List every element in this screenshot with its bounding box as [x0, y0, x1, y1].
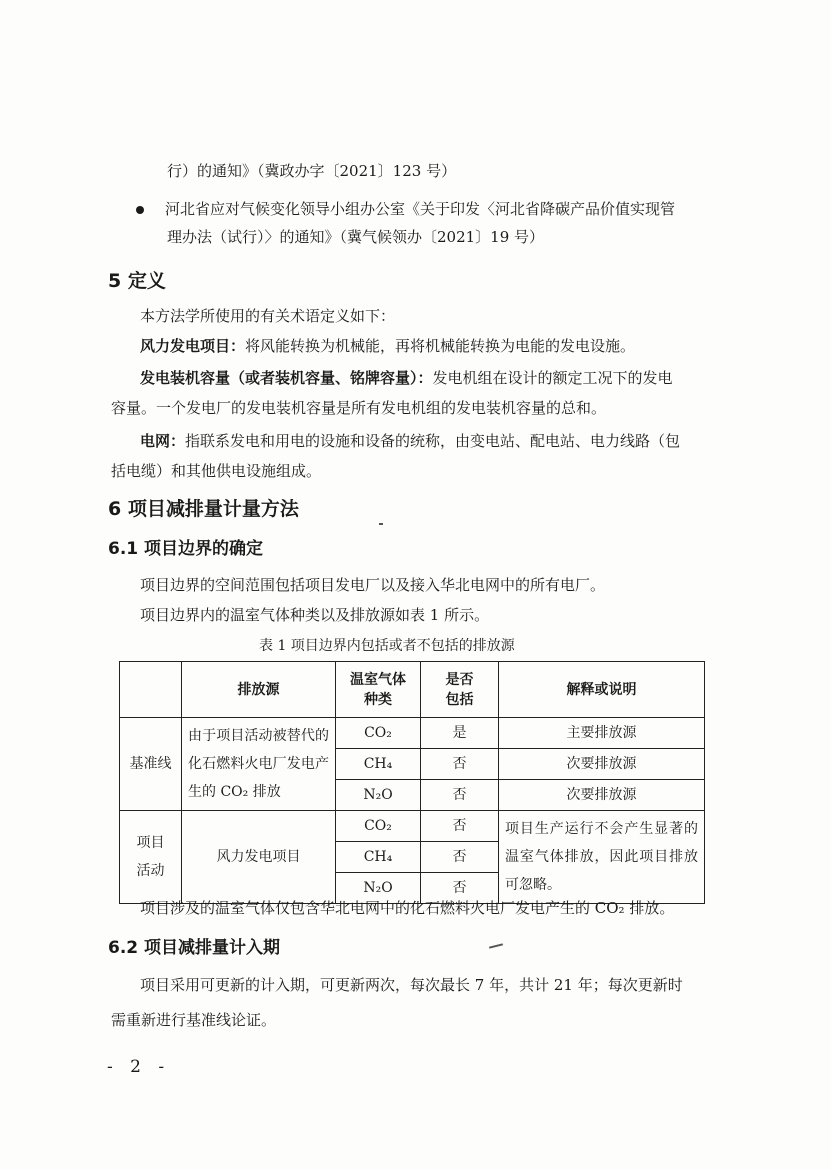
reference-line: 理办法（试行）〉的通知》（冀气候领办〔2021〕19 号） — [167, 228, 545, 246]
note-cell: 次要排放源 — [499, 780, 705, 811]
table-row — [120, 811, 705, 842]
definition-text: 指联系发电和用电的设施和设备的统称，由变电站、配电站、电力线路（包 — [185, 432, 681, 450]
gas-cell: N₂O — [336, 780, 421, 811]
paragraph: 项目涉及的温室气体仅包含华北电网中的化石燃料火电厂发电产生的 CO₂ 排放。 — [140, 899, 675, 917]
paragraph: 项目采用可更新的计入期，可更新两次，每次最长 7 年，共计 21 年；每次更新时 — [140, 976, 683, 994]
table-header-cell: 是否包括 — [421, 662, 499, 718]
scan-mark — [379, 523, 383, 525]
source-description: 风力发电项目 — [182, 811, 336, 904]
emission-source-table — [119, 661, 705, 904]
included-cell: 否 — [421, 749, 499, 780]
bullet-icon — [136, 206, 144, 214]
table-header-cell: 温室气体种类 — [336, 662, 421, 718]
gas-cell: N₂O — [336, 873, 421, 904]
included-cell: 否 — [421, 780, 499, 811]
paragraph: 项目边界内的温室气体种类以及排放源如表 1 所示。 — [140, 606, 490, 624]
table-header-cell — [120, 662, 182, 718]
reference-line: 行）的通知》（冀政办字〔2021〕123 号） — [167, 162, 457, 180]
reference-line: 河北省应对气候变化领导小组办公室《关于印发〈河北省降碳产品价值实现管 — [165, 200, 676, 218]
section-5-heading: 5 定义 — [108, 270, 166, 292]
definition-wind — [140, 335, 635, 357]
included-cell: 否 — [421, 873, 499, 904]
gas-cell: CH₄ — [336, 749, 421, 780]
section-6-heading: 6 项目减排量计量方法 — [108, 498, 299, 520]
included-cell: 否 — [421, 811, 499, 842]
page-number: - 2 - — [107, 1057, 171, 1077]
term: 电网： — [140, 432, 186, 450]
paragraph: 容量。一个发电厂的发电装机容量是所有发电机组的发电装机容量的总和。 — [111, 399, 607, 417]
source-description: 由于项目活动被替代的化石燃料火电厂发电产生的 CO₂ 排放 — [182, 718, 336, 811]
note-cell: 次要排放源 — [499, 749, 705, 780]
table-header-row — [120, 662, 705, 718]
included-cell: 是 — [421, 718, 499, 749]
section-6-2-heading: 6.2 项目减排量计入期 — [108, 938, 281, 958]
term: 风力发电项目： — [140, 337, 246, 355]
term: 发电装机容量（或者装机容量、铭牌容量）： — [140, 369, 433, 387]
gas-cell: CO₂ — [336, 718, 421, 749]
definition-capacity — [140, 367, 673, 389]
gas-cell: CH₄ — [336, 842, 421, 873]
table-header-cell: 解释或说明 — [499, 662, 705, 718]
definition-text: 将风能转换为机械能，再将机械能转换为电能的发电设施。 — [245, 337, 636, 355]
group-label: 项目活动 — [120, 811, 182, 904]
group-label: 基准线 — [120, 718, 182, 811]
table-caption: 表 1 项目边界内包括或者不包括的排放源 — [259, 638, 515, 654]
definition-text: 发电机组在设计的额定工况下的发电 — [432, 369, 673, 387]
paragraph: 括电缆）和其他供电设施组成。 — [111, 462, 322, 480]
definition-grid — [140, 430, 680, 452]
note-cell: 项目生产运行不会产生显著的温室气体排放，因此项目排放可忽略。 — [499, 811, 705, 904]
section-6-1-heading: 6.1 项目边界的确定 — [108, 539, 264, 559]
paragraph: 项目边界的空间范围包括项目发电厂以及接入华北电网中的所有电厂。 — [140, 576, 606, 594]
gas-cell: CO₂ — [336, 811, 421, 842]
paragraph: 本方法学所使用的有关术语定义如下： — [140, 307, 396, 325]
included-cell: 否 — [421, 842, 499, 873]
table-row — [120, 718, 705, 749]
scan-mark — [489, 943, 503, 948]
table-header-cell: 排放源 — [182, 662, 336, 718]
note-cell: 主要排放源 — [499, 718, 705, 749]
paragraph: 需重新进行基准线论证。 — [111, 1011, 277, 1029]
